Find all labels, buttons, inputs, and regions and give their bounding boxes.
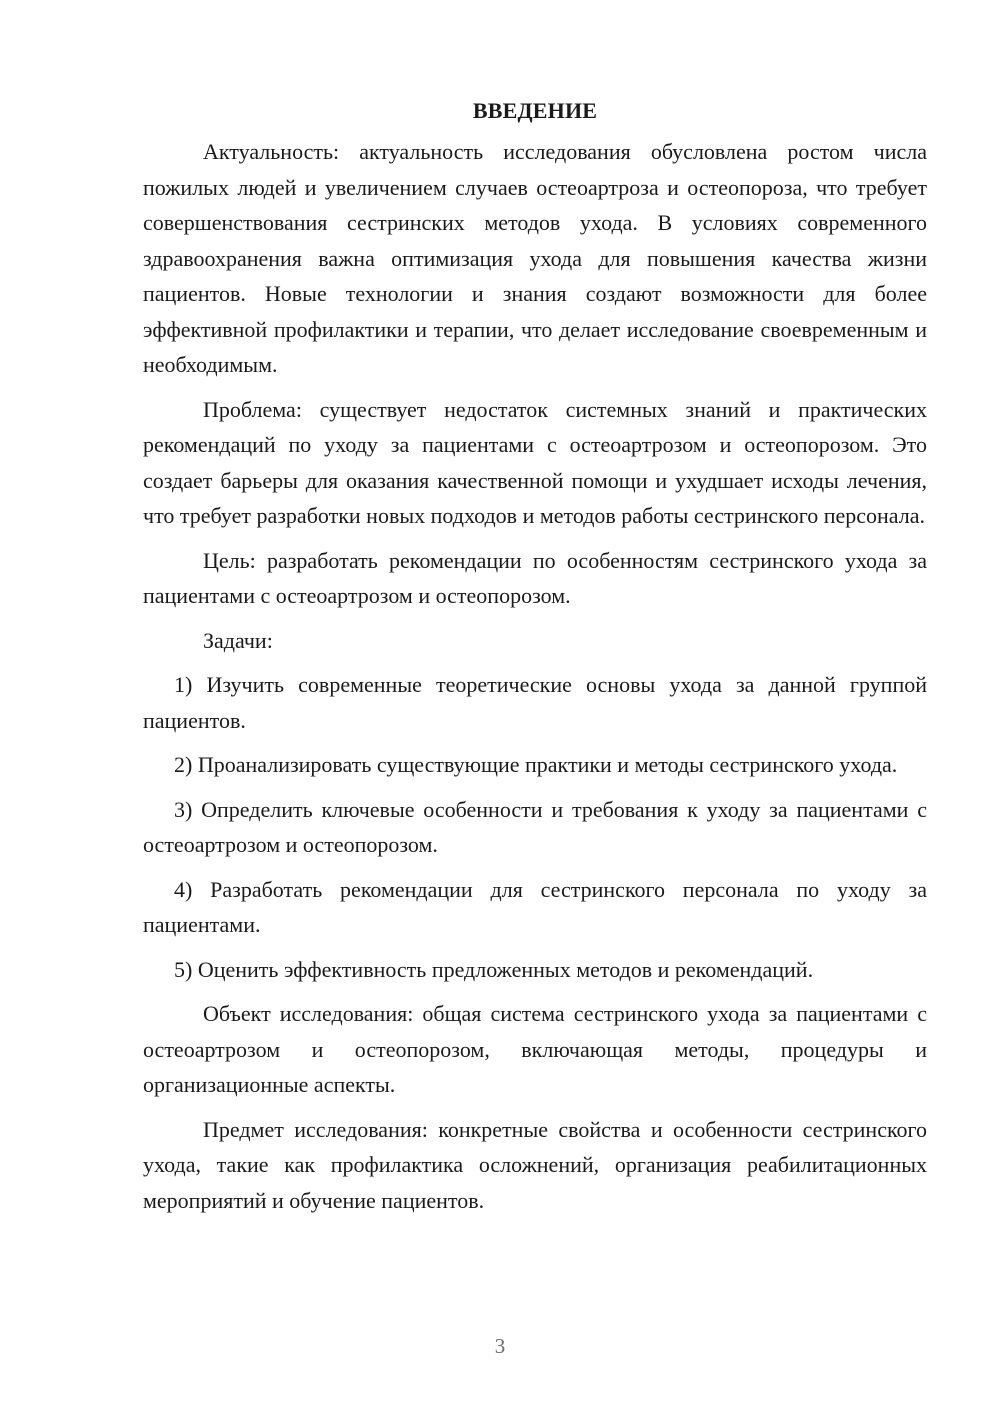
- task-item-1: 1) Изучить современные теоретические основы ухода за данной группой пациентов.: [143, 672, 927, 733]
- task-item-5: 5) Оценить эффективность предложенных методов и рекомендаций.: [174, 956, 814, 982]
- task-item-2: 2) Проанализировать существующие практики и методы сестринского ухода.: [174, 752, 898, 777]
- document-page: [143, 96, 927, 1227]
- page-number: 3: [494, 1334, 506, 1358]
- paragraph-relevance: Актуальность: актуальность исследования обусловлена ростом числа пожилых людей и увеличением случаев остеоартроза и остеопороза, что требует совершенствования сестринских методов ухода. В условиях современного здравоохранения важна оптимизация ухода для повышения качества жизни пациентов. Новые технологии и знания создают возможности для более эффективной профилактики и терапии, что делает исследование своевременным и необходимым.: [143, 139, 927, 377]
- paragraph-tasks-heading: Задачи:: [203, 627, 273, 653]
- paragraph-problem: Проблема: существует недостаток системных знаний и практических рекомендаций по уходу за пациентами с остеоартрозом и остеопорозом. Это создает барьеры для оказания качественной помощи и ухудшает исходы лечения, что требует разработки новых подходов и методов работы сестринского персонала.: [143, 396, 927, 528]
- paragraph-object: Объект исследования: общая система сестринского ухода за пациентами с остеоартрозом и остеопорозом, включающая методы, процедуры и организационные аспекты.: [143, 1001, 927, 1097]
- page-title: ВВЕДЕНИЕ: [472, 98, 598, 123]
- paragraph-subject: Предмет исследования: конкретные свойства и особенности сестринского ухода, такие как профилактика осложнений, организация реабилитационных мероприятий и обучение пациентов.: [143, 1116, 927, 1213]
- task-item-3: 3) Определить ключевые особенности и требования к уходу за пациентами с остеоартрозом и остеопорозом.: [143, 796, 927, 857]
- task-item-4: 4) Разработать рекомендации для сестринского персонала по уходу за пациентами.: [143, 876, 927, 937]
- paragraph-goal: Цель: разработать рекомендации по особенностям сестринского ухода за пациентами с остеоартрозом и остеопорозом.: [143, 547, 927, 608]
